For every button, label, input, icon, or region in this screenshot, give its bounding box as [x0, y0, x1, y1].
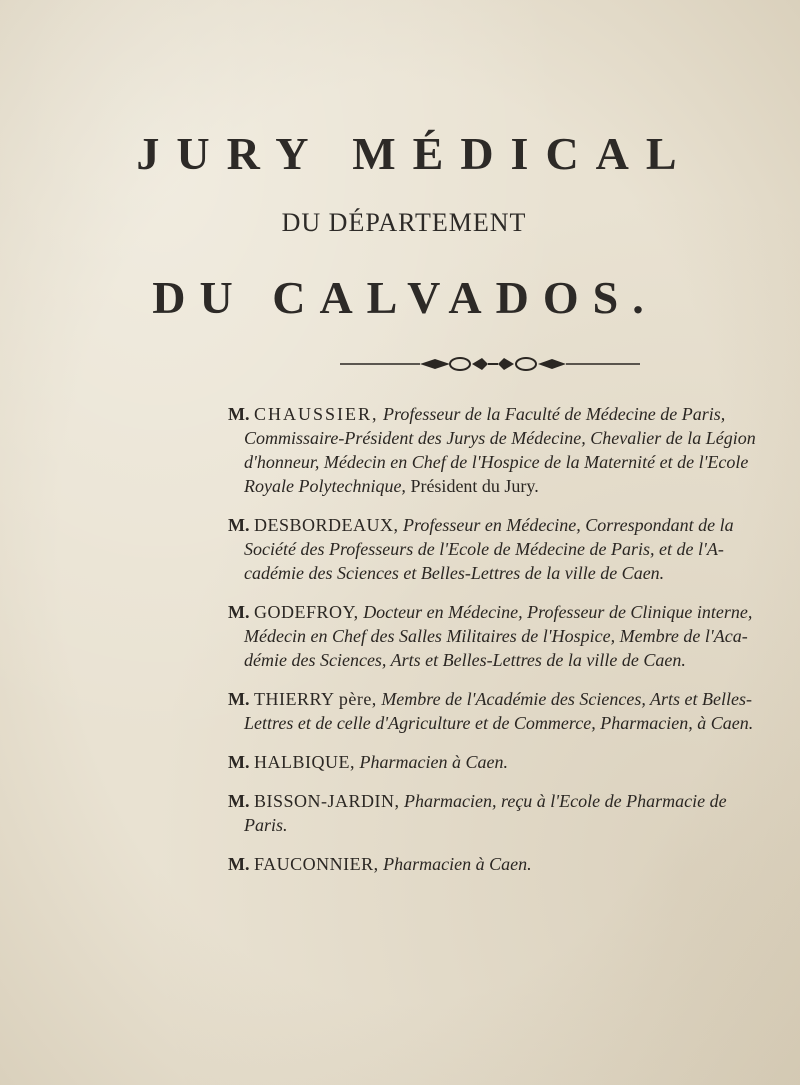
member-entry-chaussier: [228, 402, 768, 498]
member-entry-godefroy: [228, 600, 768, 672]
member-description-line: Royale Polytechnique,: [244, 476, 406, 496]
member-name: THIERRY père,: [254, 689, 377, 709]
member-role: Président du Jury.: [410, 476, 539, 496]
member-description-line: Professeur en Médecine, Correspondant de la: [403, 515, 734, 535]
member-description-line: Lettres et de celle d'Agriculture et de Commerce, Pharmacien, à Caen.: [244, 713, 754, 733]
member-prefix: M.: [228, 854, 250, 874]
member-description-line: Membre de l'Académie des Sciences, Arts et Belles-: [381, 689, 753, 709]
member-entry-fauconnier: [228, 852, 768, 876]
member-description-line: démie des Sciences, Arts et Belles-Lettres de la ville de Caen.: [244, 650, 686, 670]
member-description-line: Société des Professeurs de l'Ecole de Médecine de Paris, et de l'A-: [244, 539, 724, 559]
member-name: CHAUSSIER,: [254, 404, 379, 424]
ornamental-rule: [340, 352, 640, 376]
member-prefix: M.: [228, 404, 250, 424]
member-description-line: Pharmacien, reçu à l'Ecole de Pharmacie de: [404, 791, 727, 811]
member-prefix: M.: [228, 791, 250, 811]
member-entry-bisson-jardin: [228, 789, 768, 837]
member-name: HALBIQUE,: [254, 752, 355, 772]
member-description-line: d'honneur, Médecin en Chef de l'Hospice de la Maternité et de l'Ecole: [244, 452, 749, 472]
member-name: DESBORDEAUX,: [254, 515, 399, 535]
title-du-calvados: DU CALVADOS.: [152, 272, 658, 323]
member-name: FAUCONNIER,: [254, 854, 379, 874]
member-prefix: M.: [228, 752, 250, 772]
member-entry-desbordeaux: [228, 513, 768, 585]
member-description-line: Docteur en Médecine, Professeur de Clinique interne,: [363, 602, 753, 622]
member-description-line: Pharmacien à Caen.: [359, 752, 508, 772]
member-description-line: Médecin en Chef des Salles Militaires de l'Hospice, Membre de l'Aca-: [244, 626, 748, 646]
member-prefix: M.: [228, 515, 250, 535]
jury-member-list: [228, 402, 768, 891]
member-prefix: M.: [228, 602, 250, 622]
member-description-line: Paris.: [244, 815, 288, 835]
member-name: BISSON-JARDIN,: [254, 791, 400, 811]
member-entry-halbique: [228, 750, 768, 774]
member-name: GODEFROY,: [254, 602, 359, 622]
title-jury-medical: JURY MÉDICAL: [136, 128, 694, 179]
member-description-line: cadémie des Sciences et Belles-Lettres de la ville de Caen.: [244, 563, 665, 583]
member-description-line: Pharmacien à Caen.: [383, 854, 532, 874]
member-prefix: M.: [228, 689, 250, 709]
title-du-departement: DU DÉPARTEMENT: [281, 208, 527, 237]
member-description-line: Professeur de la Faculté de Médecine de Paris,: [383, 404, 726, 424]
member-description-line: Commissaire-Président des Jurys de Médecine, Chevalier de la Légion: [244, 428, 756, 448]
member-entry-thierry: [228, 687, 768, 735]
